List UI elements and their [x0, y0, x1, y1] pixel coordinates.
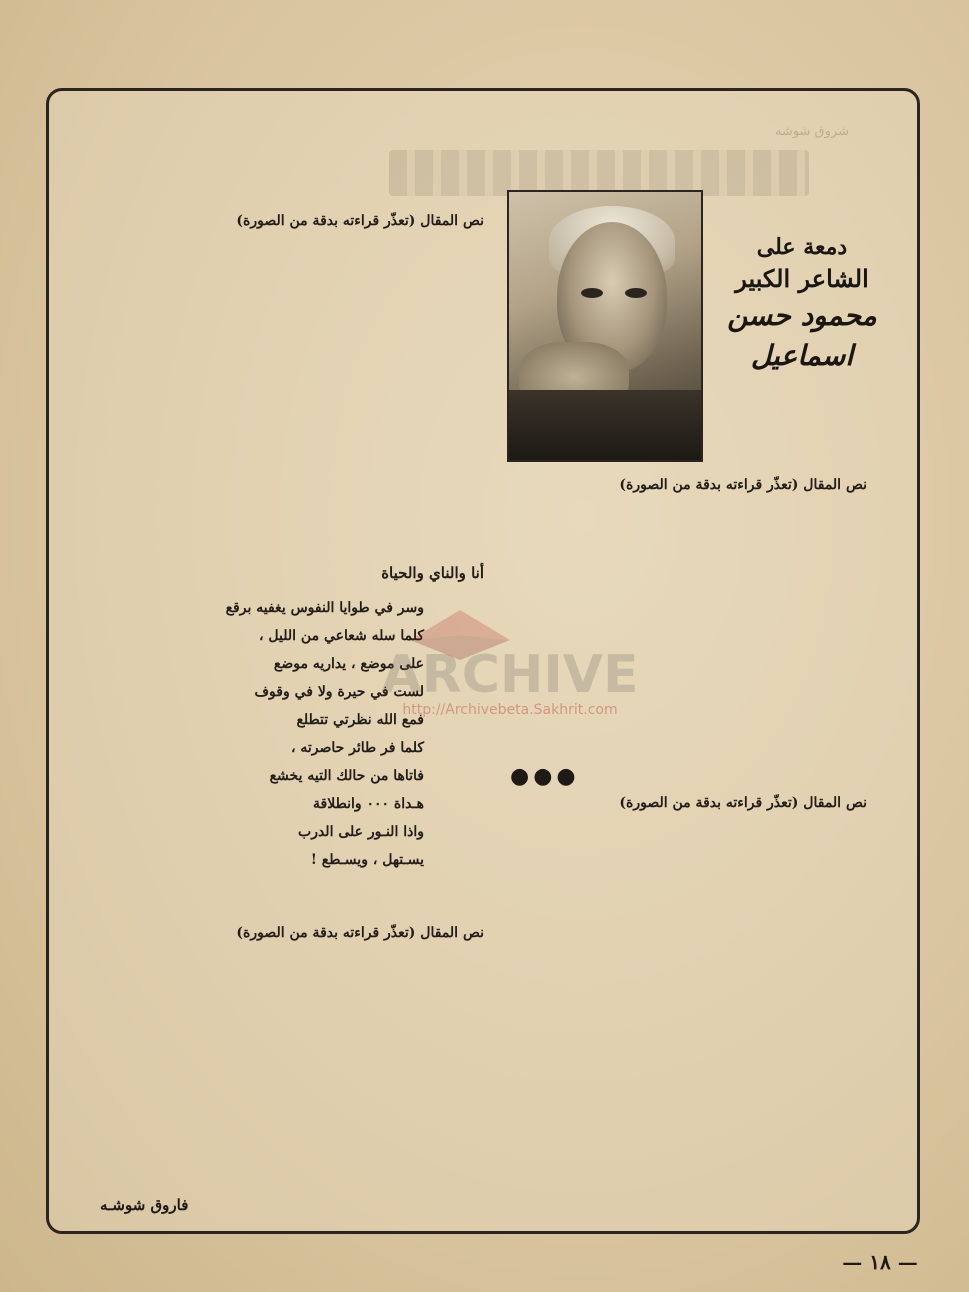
page-number: — ١٨ — — [842, 1250, 918, 1274]
article-headline — [717, 232, 887, 376]
paragraph: نص المقال (تعذّر قراءته بدقة من الصورة) — [236, 925, 484, 941]
ghost-header-text: شروق شوشه — [774, 124, 849, 139]
poem-verse: وسر في طوايا النفوس يغفيه برقع — [225, 600, 424, 616]
paragraph: نص المقال (تعذّر قراءته بدقة من الصورة) — [619, 477, 867, 493]
left-column-top — [80, 210, 484, 243]
poem-verse: فاتاها من حالك التيه يخشع — [269, 768, 424, 784]
poem-verse: كلما فر طائر حاصرته ، — [290, 740, 424, 756]
poem-verse: واذا النـور على الدرب — [298, 824, 424, 840]
watermark-url-text: http://Archivebeta.Sakhrit.com — [402, 702, 618, 718]
headline-line-1: دمعة على — [756, 234, 848, 260]
portrait-coat — [509, 390, 703, 460]
poem-verse: كلما سله شعاعي من الليل ، — [259, 628, 424, 644]
poem-verse: لست في حيرة ولا في وقوف — [254, 684, 424, 700]
poem-verse: هـداة ٠٠٠ وانطلاقة — [313, 796, 424, 812]
right-column-bottom — [507, 792, 867, 825]
headline-poet-name: محمود حسن اسماعيل — [727, 299, 877, 372]
right-column-top — [507, 474, 867, 507]
watermark-brand-text: ARCHIVE — [381, 645, 639, 705]
poem-verse: يسـتهل ، ويسـطع ! — [310, 852, 424, 868]
section-separator: ●●● — [510, 764, 580, 789]
poet-portrait-photo — [507, 190, 703, 462]
poem-title: أنا والناي والحياة — [381, 564, 484, 582]
portrait-eye-left — [581, 288, 603, 298]
headline-line-2: الشاعر الكبير — [735, 264, 869, 293]
poem-verse: فمع الله نظرتي تتطلع — [296, 712, 424, 728]
paragraph: نص المقال (تعذّر قراءته بدقة من الصورة) — [619, 795, 867, 811]
left-column-bottom — [80, 922, 484, 955]
poem-block — [80, 560, 484, 874]
author-signature: فاروق شوشـه — [100, 1196, 189, 1214]
paragraph: نص المقال (تعذّر قراءته بدقة من الصورة) — [236, 213, 484, 229]
portrait-eye-right — [625, 288, 647, 298]
poem-verse: على موضع ، يداريه موضع — [273, 656, 424, 672]
